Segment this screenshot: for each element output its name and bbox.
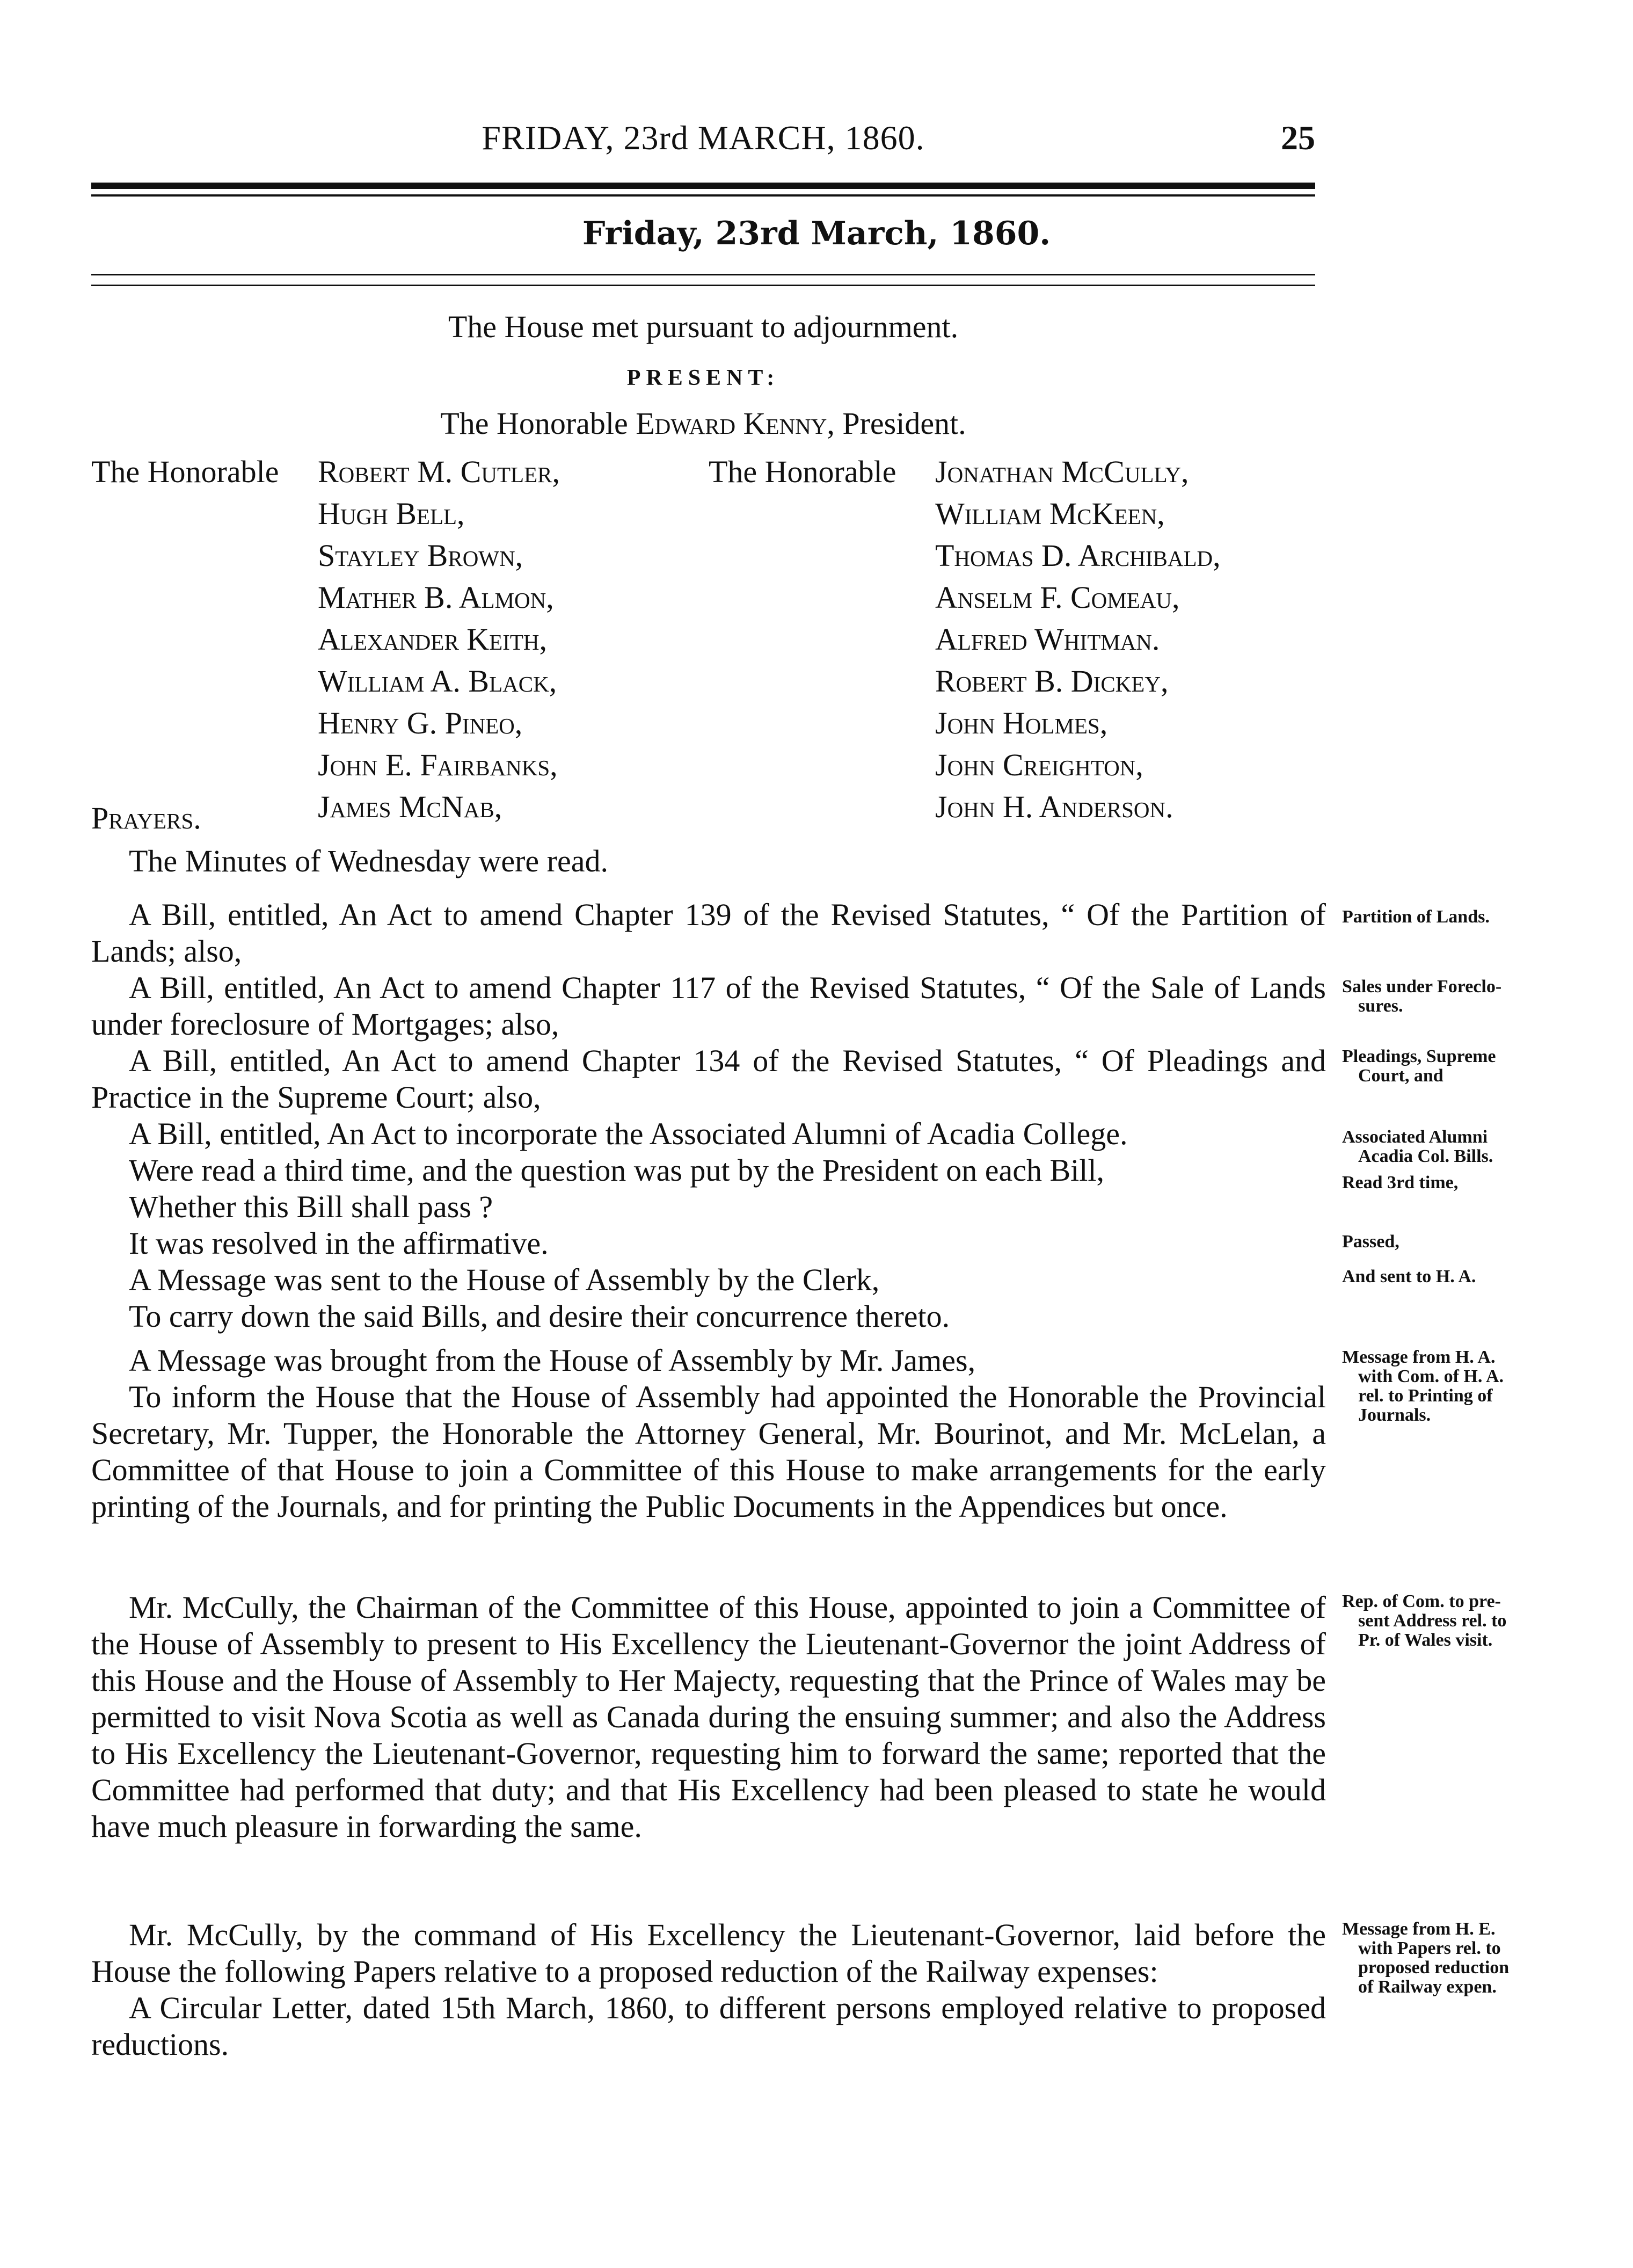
railway-papers-intro: Mr. McCully, by the command of His Excellency the Lieutenant-Governor, laid before the House the following Papers relative to a proposed reduction of the Railway expenses: xyxy=(91,1917,1326,1989)
margin-note-alumni: Associated Alumni Acadia Col. Bills. xyxy=(1342,1127,1493,1166)
assembly-message-block xyxy=(91,1342,1326,1525)
margin-note-passed: Passed, xyxy=(1342,1232,1399,1252)
member-name: William McKeen, xyxy=(935,496,1165,531)
member-name: Jonathan McCully, xyxy=(935,454,1189,489)
header-rule-thick xyxy=(91,183,1315,189)
assembly-message-intro: A Message was brought from the House of Assembly by Mr. James, xyxy=(129,1343,976,1378)
day-rule-bottom xyxy=(91,285,1315,286)
question-line: Whether this Bill shall pass ? xyxy=(129,1189,493,1224)
page-number: 25 xyxy=(1281,119,1315,157)
margin-note-read-third: Read 3rd time, xyxy=(1342,1173,1459,1193)
members-left-prefix: The Honorable xyxy=(91,454,279,489)
bill-acadia: A Bill, entitled, An Act to incorporate the Associated Alumni of Acadia College. xyxy=(129,1116,1128,1151)
minutes-line: The Minutes of Wednesday were read. xyxy=(129,844,608,878)
member-name: Robert M. Cutler, xyxy=(318,454,560,489)
running-head xyxy=(91,118,1315,166)
margin-note-foreclosure: Sales under Foreclo- sures. xyxy=(1342,977,1502,1016)
member-name: John Creighton, xyxy=(935,747,1143,782)
member-name: Alfred Whitman. xyxy=(935,622,1160,657)
member-name: Henry G. Pineo, xyxy=(318,706,523,740)
margin-note-report: Rep. of Com. to pre- sent Address rel. to Pr. of Wales visit. xyxy=(1342,1591,1507,1650)
member-name: James McNab, xyxy=(318,789,502,824)
bill-pleadings: A Bill, entitled, An Act to amend Chapter 134 of the Revised Statutes, “ Of Pleadings and Practice in the Supreme Court; also, xyxy=(91,1043,1326,1115)
assembly-message-body: To inform the House that the House of Assembly had appointed the Honorable the Provincial Secretary, Mr. Tupper, the Honorable the Attorney General, Mr. Bourinot, and Mr. McLelan, a Committee of that House to join a Committee of this House to make arrangements for the early printing of the Journals, and for printing the Public Documents in the Appendices but once. xyxy=(91,1379,1326,1524)
bill-partition: A Bill, entitled, An Act to amend Chapter 139 of the Revised Statutes, “ Of the Partition of Lands; also, xyxy=(91,897,1326,969)
day-heading: Friday, 23rd March, 1860. xyxy=(582,215,1051,252)
margin-note-assembly-message: Message from H. A. with Com. of H. A. rel. to Printing of Journals. xyxy=(1342,1347,1504,1425)
bills-block xyxy=(91,897,1326,1335)
message-sent: A Message was sent to the House of Assembly by the Clerk, xyxy=(129,1262,880,1297)
member-name: John H. Anderson. xyxy=(935,789,1173,824)
present-heading: PRESENT: xyxy=(626,366,780,390)
margin-note-partition: Partition of Lands. xyxy=(1342,907,1490,927)
members-right-names xyxy=(935,451,1221,828)
margin-note-sent: And sent to H. A. xyxy=(1342,1267,1476,1286)
member-name: Stayley Brown, xyxy=(318,538,523,573)
committee-report: Mr. McCully, the Chairman of the Committee of this House, appointed to join a Committee of the House of Assembly to present to His Excellency the Lieutenant-Governor the joint Address of this House and the House of Assembly to Her Majecty, requesting that the Prince of Wales may be permitted to visit Nova Scotia as well as Canada during the ensuing summer; and also the Address to His Excellency the Lieutenant-Governor, requesting him to forward the same; reported that the Committee had performed that duty; and that His Excellency had been pleased to state he would have much pleasure in forwarding the same. xyxy=(91,1590,1326,1844)
prayers-heading: Prayers. xyxy=(91,801,201,835)
bill-foreclosure: A Bill, entitled, An Act to amend Chapter 117 of the Revised Statutes, “ Of the Sale of Lands under foreclosure of Mortgages; also, xyxy=(91,970,1326,1042)
carry-down: To carry down the said Bills, and desire their concurrence thereto. xyxy=(129,1299,950,1334)
resolved-line: It was resolved in the affirmative. xyxy=(129,1226,549,1261)
member-name: John Holmes, xyxy=(935,706,1108,740)
member-name: John E. Fairbanks, xyxy=(318,747,558,782)
president-prefix: The Honorable xyxy=(440,406,628,441)
member-name: William A. Black, xyxy=(318,664,557,699)
member-name: Hugh Bell, xyxy=(318,496,465,531)
president-name: Edward Kenny xyxy=(636,406,827,441)
president-line xyxy=(91,405,1315,441)
running-head-title: FRIDAY, 23rd MARCH, 1860. xyxy=(482,119,925,157)
day-rule-top xyxy=(91,274,1315,275)
member-name: Mather B. Almon, xyxy=(318,580,554,615)
president-suffix: , President. xyxy=(827,406,966,441)
members-left-names xyxy=(318,451,560,828)
member-name: Anselm F. Comeau, xyxy=(935,580,1180,615)
member-name: Alexander Keith, xyxy=(318,622,548,657)
third-reading: Were read a third time, and the question was put by the President on each Bill, xyxy=(129,1153,1105,1188)
house-met-line: The House met pursuant to adjournment. xyxy=(448,309,959,344)
member-name: Robert B. Dickey, xyxy=(935,664,1169,699)
margin-note-railway: Message from H. E. with Papers rel. to proposed reduction of Railway expen. xyxy=(1342,1919,1510,1997)
header-rule-thin xyxy=(91,194,1315,197)
margin-note-pleadings: Pleadings, Supreme Court, and xyxy=(1342,1046,1496,1086)
members-right-prefix: The Honorable xyxy=(709,454,896,489)
circular-letter: A Circular Letter, dated 15th March, 1860, to different persons employed relative to proposed reductions. xyxy=(91,1990,1326,2062)
railway-papers-block xyxy=(91,1917,1326,2063)
member-name: Thomas D. Archibald, xyxy=(935,538,1221,573)
